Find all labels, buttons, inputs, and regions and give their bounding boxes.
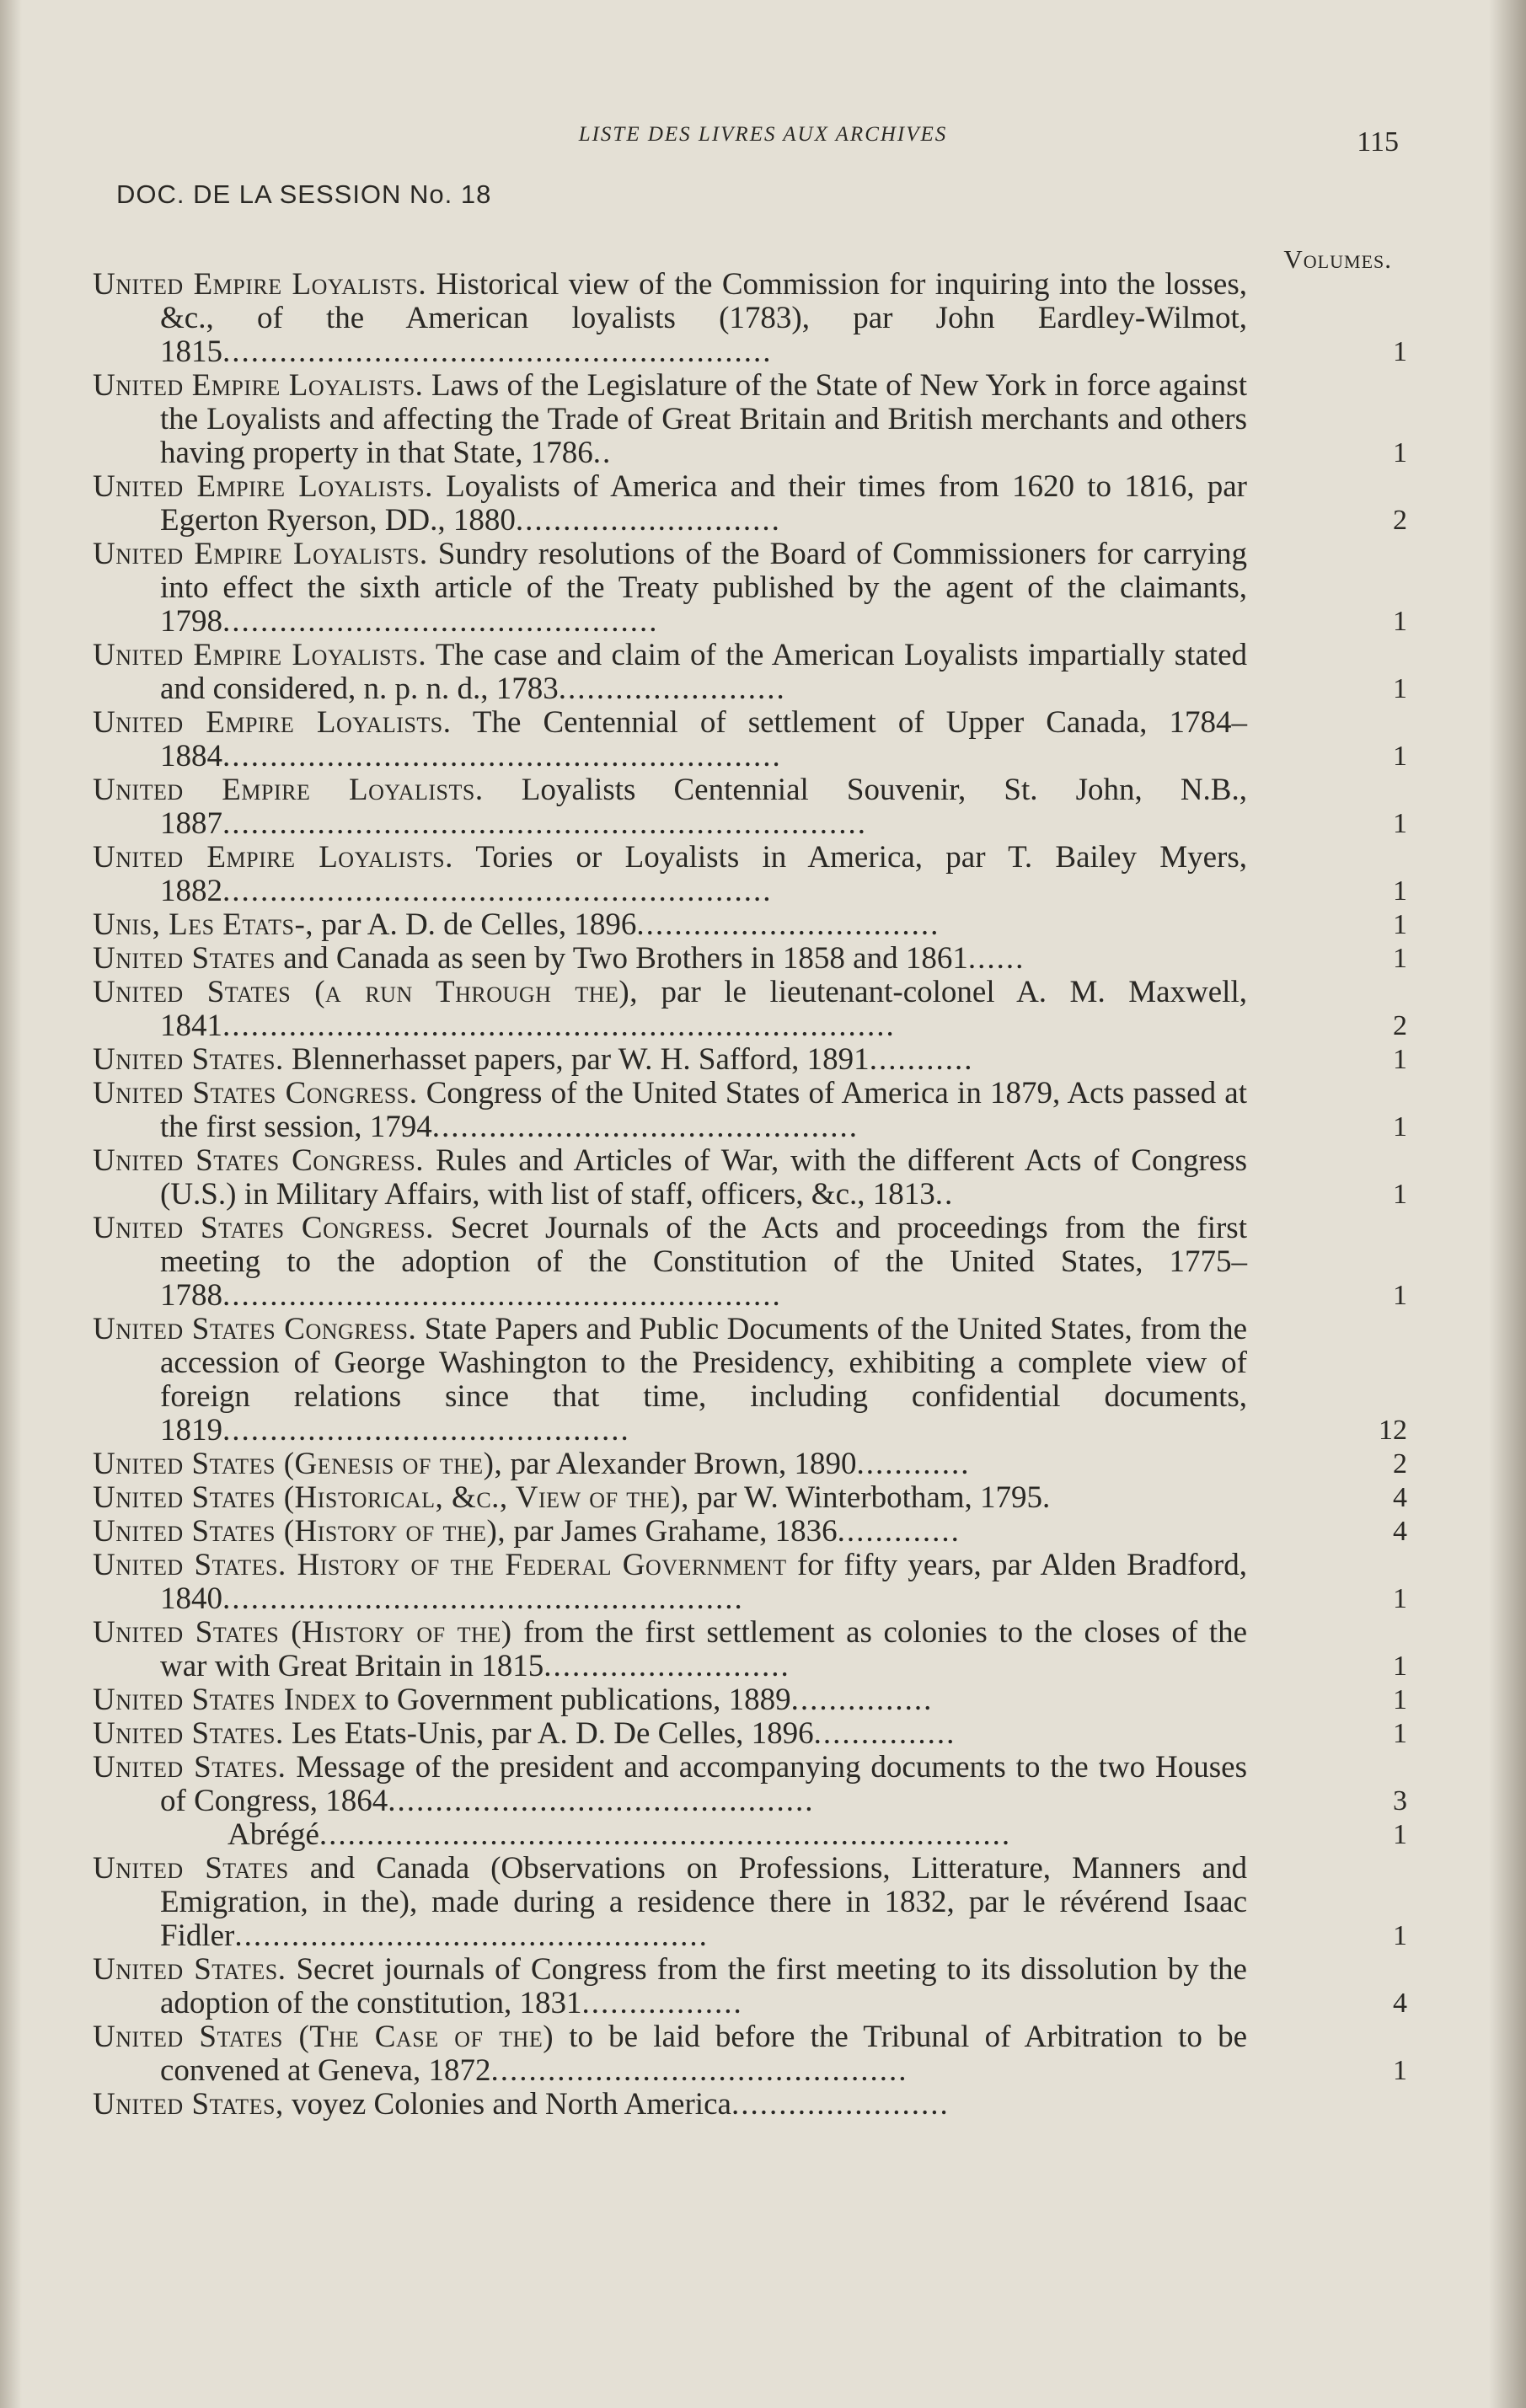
volume-count: 2 bbox=[1393, 1010, 1407, 1041]
volume-count: 1 bbox=[1393, 1819, 1407, 1850]
entry-description: for fifty years, par Alden Bradford, 1840 bbox=[160, 1548, 1247, 1616]
catalog-entry bbox=[93, 268, 1407, 369]
entry-heading: United States. bbox=[93, 1042, 284, 1077]
dot-leaders: ......................................................................... bbox=[319, 1817, 1012, 1852]
entry-heading: United Empire Loyalists. bbox=[93, 773, 484, 807]
volume-count: 1 bbox=[1393, 943, 1407, 974]
dot-leaders: ....................................................... bbox=[222, 1581, 744, 1616]
volume-count: 1 bbox=[1393, 1111, 1407, 1142]
entry-description: Rules and Articles of War, with the different Acts of Congress (U.S.) in Military Affairs, with list of staff, officers, &c., 1813 bbox=[160, 1143, 1247, 1212]
dot-leaders: .. bbox=[934, 1177, 955, 1212]
entry-heading: United Empire Loyalists. bbox=[93, 705, 452, 740]
entry-description: Loyalists of America and their times from 1620 to 1816, par Egerton Ryerson, DD., 1880 bbox=[160, 469, 1247, 538]
page-number: 115 bbox=[1357, 126, 1399, 158]
volume-count: 1 bbox=[1393, 1684, 1407, 1715]
catalog-entry bbox=[93, 1616, 1407, 1683]
entry-description: The Centennial of settlement of Upper Canada, 1784–1884 bbox=[160, 705, 1247, 773]
dot-leaders: ................................ bbox=[636, 907, 940, 942]
entry-description: par le lieutenant-colonel A. M. Maxwell, 1841 bbox=[160, 975, 1247, 1043]
volume-count: 1 bbox=[1393, 437, 1407, 468]
entry-description: and Canada as seen by Two Brothers in 1858 and 1861 bbox=[275, 941, 968, 976]
dot-leaders: .......................................................... bbox=[222, 874, 773, 908]
entry-description: par Alexander Brown, 1890 bbox=[502, 1447, 857, 1481]
entry-heading: United Empire Loyalists. bbox=[93, 537, 428, 571]
entry-heading: United States Congress. bbox=[93, 1076, 418, 1110]
catalog-entry bbox=[93, 1549, 1407, 1616]
entry-heading: United States (History of the), bbox=[93, 1514, 506, 1549]
entry-description: and Canada (Observations on Professions, Litterature, Manners and Emigration, in the), made during a residence there in 1832, par le révérend Isaac Fidler bbox=[160, 1851, 1247, 1953]
dot-leaders: .......................... bbox=[543, 1649, 790, 1683]
dot-leaders: ............................................. bbox=[431, 1110, 859, 1144]
volume-count: 1 bbox=[1393, 1280, 1407, 1311]
entry-heading: United States. bbox=[93, 1952, 286, 1987]
entry-heading: United States Index bbox=[93, 1683, 357, 1717]
entry-description: Sundry resolutions of the Board of Commissioners for carrying into effect the sixth article of the Treaty published by the agent of the claimants, 1798 bbox=[160, 537, 1247, 639]
dot-leaders: ............... bbox=[790, 1683, 934, 1717]
entry-description: State Papers and Public Documents of the United States, from the accession of George Washington to the Presidency, exhibiting a complete view of foreign relations since that time, including confidential documents, 1819 bbox=[160, 1312, 1247, 1447]
dot-leaders: ............... bbox=[813, 1716, 956, 1751]
volume-count: 1 bbox=[1393, 808, 1407, 839]
entry-description: Congress of the United States of America in 1879, Acts passed at the first session, 1794 bbox=[160, 1076, 1247, 1144]
volume-count: 1 bbox=[1393, 673, 1407, 704]
entry-heading: United Empire Loyalists. bbox=[93, 840, 453, 875]
volume-count: 4 bbox=[1393, 1482, 1407, 1513]
catalog-entry bbox=[93, 1212, 1407, 1313]
volumes-column-header: Volumes. bbox=[1283, 244, 1392, 274]
catalog-entry bbox=[93, 1717, 1407, 1751]
volume-count: 4 bbox=[1393, 1988, 1407, 2019]
entry-heading: United States (Historical, &c., View of the), bbox=[93, 1480, 689, 1515]
entry-description: par James Grahame, 1836 bbox=[506, 1514, 838, 1549]
dot-leaders: ........................................................... bbox=[222, 1278, 782, 1313]
catalog-entry bbox=[93, 1515, 1407, 1549]
entry-heading: United States. bbox=[93, 1716, 284, 1751]
entry-description: Laws of the Legislature of the State of New York in force against the Loyalists and affecting the Trade of Great Britain and British merchants and others having property in that State, 1786 bbox=[160, 368, 1247, 470]
catalog-entry bbox=[93, 1818, 1407, 1852]
catalog-entry bbox=[93, 1953, 1407, 2020]
dot-leaders: ............................ bbox=[515, 503, 781, 538]
dot-leaders: .. bbox=[592, 436, 613, 470]
entry-description: Blennerhasset papers, par W. H. Safford, 1891 bbox=[283, 1042, 870, 1077]
dot-leaders: ............................................ bbox=[490, 2053, 908, 2088]
dot-leaders: ........................................... bbox=[222, 1413, 630, 1447]
catalog-entry bbox=[93, 639, 1407, 706]
catalog-entry bbox=[93, 470, 1407, 538]
dot-leaders: ............ bbox=[856, 1447, 971, 1481]
catalog-entries bbox=[93, 268, 1407, 2122]
volume-count: 1 bbox=[1393, 909, 1407, 940]
entry-description: from the first settlement as colonies to the closes of the war with Great Britain in 1815 bbox=[160, 1615, 1247, 1683]
entry-description: voyez Colonies and North America bbox=[283, 2087, 731, 2122]
entry-description: Message of the president and accompanying documents to the two Houses of Congress, 1864 bbox=[160, 1750, 1247, 1818]
dot-leaders: ........................................................... bbox=[222, 739, 782, 773]
entry-description: Les Etats-Unis, par A. D. De Celles, 1896 bbox=[283, 1716, 814, 1751]
catalog-entry bbox=[93, 1683, 1407, 1717]
entry-heading: United States bbox=[93, 1851, 289, 1886]
catalog-entry bbox=[93, 1751, 1407, 1818]
volume-count: 3 bbox=[1393, 1785, 1407, 1817]
entry-heading: United States (The Case of the) bbox=[93, 2020, 554, 2054]
dot-leaders: ................. bbox=[581, 1986, 743, 2020]
catalog-entry bbox=[93, 1447, 1407, 1481]
volume-count: 1 bbox=[1393, 1044, 1407, 1075]
dot-leaders: .................................................................... bbox=[222, 806, 867, 841]
document-session-label: DOC. DE LA SESSION No. 18 bbox=[116, 179, 492, 209]
running-header: LISTE DES LIVRES AUX ARCHIVES bbox=[578, 123, 948, 146]
volume-count: 4 bbox=[1393, 1516, 1407, 1547]
entry-heading: United Empire Loyalists. bbox=[93, 638, 427, 672]
catalog-entry bbox=[93, 2088, 1407, 2122]
entry-description: Loyalists Centennial Souvenir, St. John, N.B., 1887 bbox=[160, 773, 1247, 841]
entry-description: Secret Journals of the Acts and proceedings from the first meeting to the adoption of the Constitution of the United States, 1775–1788 bbox=[160, 1211, 1247, 1313]
entry-heading: United States, bbox=[93, 2087, 284, 2122]
dot-leaders: ...... bbox=[967, 941, 1025, 976]
dot-leaders: ....................... bbox=[731, 2087, 950, 2122]
entry-description: The case and claim of the American Loyalists impartially stated and considered, n. p. n. d., 1783 bbox=[160, 638, 1247, 706]
page-edge-left bbox=[0, 0, 22, 2408]
dot-leaders: .............................................. bbox=[222, 604, 659, 639]
catalog-entry bbox=[93, 942, 1407, 976]
catalog-entry bbox=[93, 1313, 1407, 1447]
catalog-entry bbox=[93, 2020, 1407, 2088]
dot-leaders: .......................................................... bbox=[222, 334, 773, 369]
volume-count: 1 bbox=[1393, 1718, 1407, 1749]
volume-count: 1 bbox=[1393, 875, 1407, 907]
volume-count: 2 bbox=[1393, 1448, 1407, 1480]
dot-leaders: .................................................. bbox=[234, 1918, 709, 1953]
entry-description: Historical view of the Commission for inquiring into the losses, &c., of the American loyalists (1783), par John Eardley-Wilmot, 1815 bbox=[160, 267, 1247, 369]
entry-heading: United States (Genesis of the), bbox=[93, 1447, 503, 1481]
volume-count: 12 bbox=[1379, 1415, 1407, 1446]
entry-heading: United States bbox=[93, 941, 276, 976]
catalog-entry bbox=[93, 369, 1407, 470]
entry-description: par W. Winterbotham, 1795. bbox=[688, 1480, 1051, 1515]
catalog-entry bbox=[93, 1077, 1407, 1144]
entry-heading: United States Congress. bbox=[93, 1143, 425, 1178]
entry-heading: United States (a run Through the), bbox=[93, 975, 639, 1009]
volume-count: 1 bbox=[1393, 2055, 1407, 2086]
catalog-entry bbox=[93, 908, 1407, 942]
catalog-entry bbox=[93, 1144, 1407, 1212]
entry-heading: United Empire Loyalists. bbox=[93, 469, 433, 504]
catalog-entry bbox=[93, 976, 1407, 1043]
volume-count: 1 bbox=[1393, 1179, 1407, 1210]
catalog-entry bbox=[93, 1481, 1407, 1515]
entry-heading: United States. History of the Federal Government bbox=[93, 1548, 787, 1582]
entry-description: Abrégé bbox=[228, 1817, 319, 1852]
entry-description: to Government publications, 1889 bbox=[356, 1683, 791, 1717]
dot-leaders: ........................ bbox=[558, 672, 786, 706]
entry-description: Secret journals of Congress from the first meeting to its dissolution by the adoption of the constitution, 1831 bbox=[160, 1952, 1247, 2020]
volume-count: 1 bbox=[1393, 606, 1407, 637]
volume-count: 1 bbox=[1393, 741, 1407, 772]
catalog-entry bbox=[93, 538, 1407, 639]
catalog-entry bbox=[93, 1043, 1407, 1077]
catalog-entry bbox=[93, 1852, 1407, 1953]
dot-leaders: ............. bbox=[837, 1514, 961, 1549]
volume-count: 2 bbox=[1393, 505, 1407, 536]
dot-leaders: ....................................................................... bbox=[222, 1009, 896, 1043]
catalog-entry bbox=[93, 773, 1407, 841]
volume-count: 1 bbox=[1393, 1583, 1407, 1614]
entry-description: par A. D. de Celles, 1896 bbox=[313, 907, 637, 942]
volume-count: 1 bbox=[1393, 1920, 1407, 1951]
entry-description: Tories or Loyalists in America, par T. Bailey Myers, 1882 bbox=[160, 840, 1247, 908]
entry-heading: United States. bbox=[93, 1750, 286, 1785]
entry-heading: United States Congress. bbox=[93, 1312, 417, 1346]
entry-heading: United States Congress. bbox=[93, 1211, 434, 1245]
volume-count: 1 bbox=[1393, 1651, 1407, 1682]
dot-leaders: ............................................. bbox=[388, 1784, 815, 1818]
page-edge-right bbox=[1489, 0, 1526, 2408]
catalog-entry bbox=[93, 841, 1407, 908]
entry-heading: United Empire Loyalists. bbox=[93, 368, 424, 403]
dot-leaders: ........... bbox=[869, 1042, 974, 1077]
volume-count: 1 bbox=[1393, 336, 1407, 367]
entry-description: to be laid before the Tribunal of Arbitration to be convened at Geneva, 1872 bbox=[160, 2020, 1247, 2088]
entry-heading: United States (History of the) bbox=[93, 1615, 512, 1650]
entry-heading: United Empire Loyalists. bbox=[93, 267, 427, 302]
catalog-entry bbox=[93, 706, 1407, 773]
entry-heading: Unis, Les Etats-, bbox=[93, 907, 314, 942]
